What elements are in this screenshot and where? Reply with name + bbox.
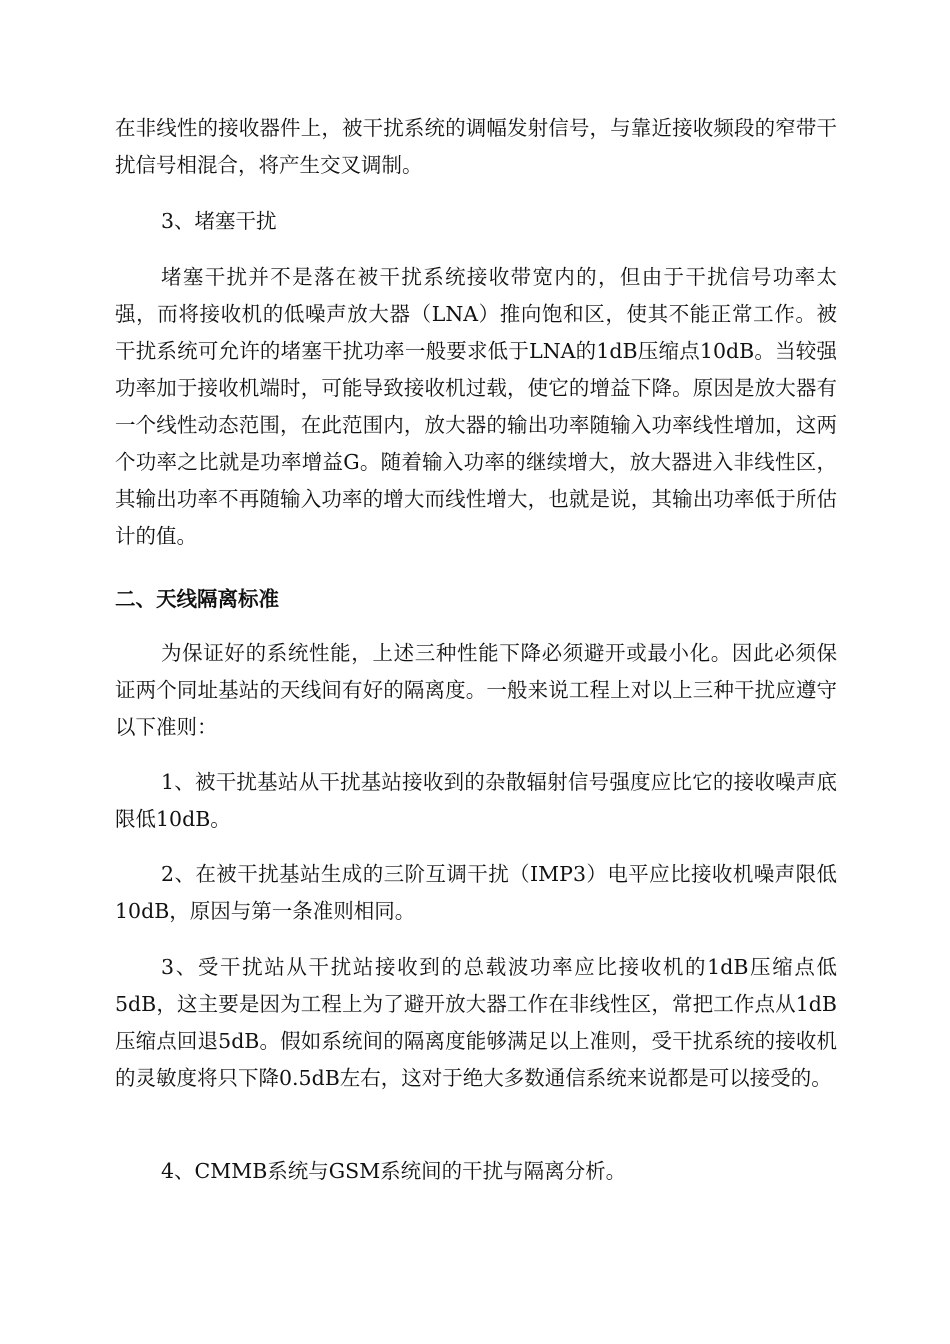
item-4-cmmb-gsm: 4、CMMB系统与GSM系统间的干扰与隔离分析。 [161,1159,627,1183]
rule-1: 1、被干扰基站从干扰基站接收到的杂散辐射信号强度应比它的接收噪声底限低10dB。 [115,770,837,831]
subheading-blocking-interference: 3、堵塞干扰 [161,209,277,233]
paragraph-blocking-interference: 堵塞干扰并不是落在被干扰系统接收带宽内的，但由于干扰信号功率太强，而将接收机的低噪声放大器（LNA）推向饱和区，使其不能正常工作。被干扰系统可允许的堵塞干扰功率一般要求低于LNA的1dB压缩点10dB。当较强功率加于接收机端时，可能导致接收机过载，使它的增益下降。原因是放大器有一个线性动态范围，在此范围内，放大器的输出功率随输入功率线性增加，这两个功率之比就是功率增益G。随着输入功率的继续增大，放大器进入非线性区，其输出功率不再随输入功率的增大而线性增大，也就是说，其输出功率低于所估计的值。 [115,265,837,548]
paragraph-cross-modulation: 在非线性的接收器件上，被干扰系统的调幅发射信号，与靠近接收频段的窄带干扰信号相混合，将产生交叉调制。 [115,116,837,177]
section-heading-antenna-isolation: 二、天线隔离标准 [115,587,279,611]
rule-3: 3、受干扰站从干扰站接收到的总载波功率应比接收机的1dB压缩点低5dB，这主要是因为工程上为了避开放大器工作在非线性区，常把工作点从1dB压缩点回退5dB。假如系统间的隔离度能够满足以上准则，受干扰系统的接收机的灵敏度将只下降0.5dB左右，这对于绝大多数通信系统来说都是可以接受的。 [115,955,837,1090]
rule-2: 2、在被干扰基站生成的三阶互调干扰（IMP3）电平应比接收机噪声限低10dB，原因与第一条准则相同。 [115,862,837,923]
paragraph-isolation-intro: 为保证好的系统性能，上述三种性能下降必须避开或最小化。因此必须保证两个同址基站的天线间有好的隔离度。一般来说工程上对以上三种干扰应遵守以下准则： [115,641,837,739]
